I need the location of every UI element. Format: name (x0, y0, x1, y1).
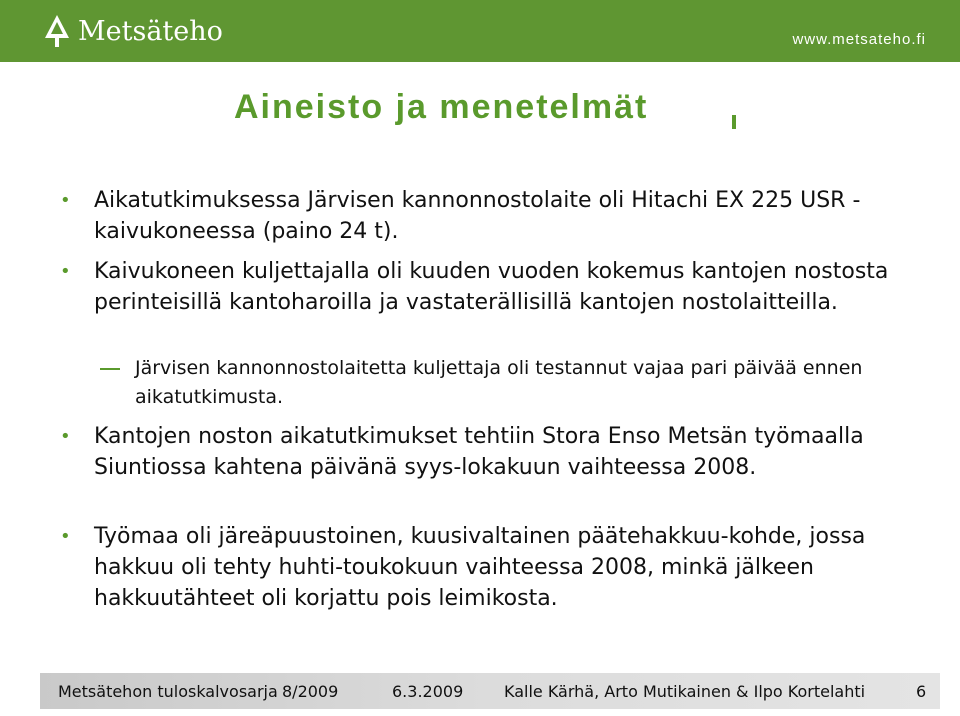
bullet-dot-icon: • (60, 190, 71, 211)
slide-title: Aineisto ja menetelmät (234, 88, 649, 126)
bullet-dot-icon: • (60, 526, 71, 547)
footer-issue: 8/2009 (282, 682, 339, 701)
header-bar (0, 0, 960, 62)
bullet-text: Kantojen noston aikatutkimukset tehtiin Stora Enso Metsän työmaalla Siuntiossa kahtena päivänä syys-lokakuun vaihteessa 2008. (94, 424, 864, 480)
tree-logo-icon (42, 14, 72, 48)
title-marker (732, 115, 736, 129)
bullet-dot-icon: • (60, 426, 71, 447)
bullet-item (60, 256, 920, 318)
bullet-dot-icon: • (60, 261, 71, 282)
site-url-link[interactable]: www.metsateho.fi (792, 31, 926, 48)
bullet-text: Kaivukoneen kuljettajalla oli kuuden vuoden kokemus kantojen nostosta perinteisillä kantoharoilla ja vastaterällisillä kantojen nostolaitteilla. (94, 259, 889, 315)
footer-page-number: 6 (916, 682, 927, 701)
footer-date: 6.3.2009 (392, 682, 464, 701)
bullet-item (60, 521, 920, 614)
logo-text: Metsäteho (78, 15, 223, 47)
sub-bullet-item (100, 354, 900, 412)
bullet-item (60, 421, 920, 483)
dash-icon (100, 368, 120, 370)
bullet-text: Aikatutkimuksessa Järvisen kannonnostolaite oli Hitachi EX 225 USR -kaivukoneessa (paino 24 t). (94, 188, 861, 244)
footer-authors: Kalle Kärhä, Arto Mutikainen & Ilpo Kortelahti (504, 682, 866, 701)
footer-series: Metsätehon tuloskalvosarja (58, 682, 278, 701)
bullet-item (60, 185, 920, 247)
bullet-text: Työmaa oli järeäpuustoinen, kuusivaltainen päätehakkuu-kohde, jossa hakkuu oli tehty huhti-toukokuun vaihteessa 2008, minkä jälkeen hakkuutähteet oli korjattu pois leimikosta. (94, 524, 866, 611)
metsateho-logo[interactable] (42, 10, 223, 52)
footer-bar (40, 673, 940, 709)
sub-bullet-text: Järvisen kannonnostolaitetta kuljettaja oli testannut vajaa pari päivää ennen aikatutkimusta. (135, 357, 863, 408)
